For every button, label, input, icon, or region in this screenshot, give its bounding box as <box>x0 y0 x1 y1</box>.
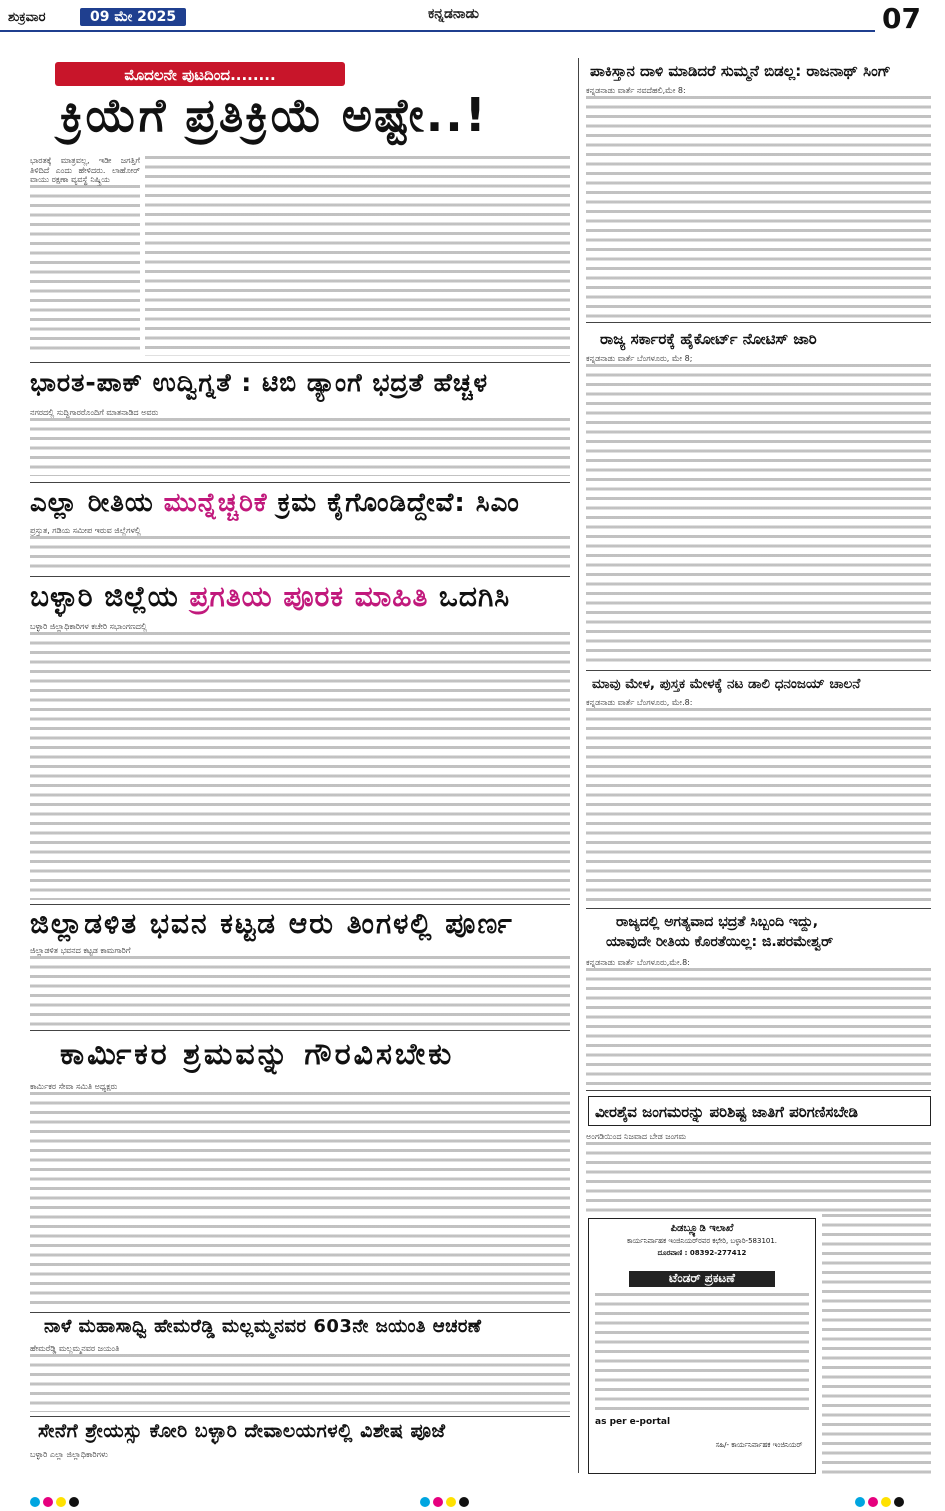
tender-label: ಟೆಂಡರ್ ಪ್ರಕಟಣೆ <box>629 1271 775 1287</box>
page-number: 07 <box>882 2 921 35</box>
dam-headline: ಭಾರತ-ಪಾಕ್ ಉದ್ವಿಗ್ನತೆ : ಟಿಬಿ ಡ್ಯಾಂಗೆ ಭದ್ರತೆ ಹೆಚ್ಚಳ <box>30 368 489 397</box>
header-rule <box>0 30 875 32</box>
section-rule <box>586 670 931 671</box>
ballari-headline: ಬಳ್ಳಾರಿ ಜಿಲ್ಲೆಯ ಪ್ರಗತಿಯ ಪೂರಕ ಮಾಹಿತಿ ಒದಗಿಸಿ <box>30 580 511 613</box>
jayanti-snippet: ಹೇಮರೆಡ್ಡಿ ಮಲ್ಲಮ್ಮನವರ ಜಯಂತಿ <box>30 1344 120 1353</box>
ad-office: ಕಾರ್ಯನಿರ್ವಾಹಕ ಇಂಜಿನಿಯರ್‌ರವರ ಕಛೇರಿ, ಬಳ್ಳಾರಿ-583101. <box>626 1237 778 1245</box>
section-rule <box>586 322 931 323</box>
lead-body-columns <box>145 156 570 356</box>
ad-phone: ದೂರವಾಣಿ : 08392-277412 <box>657 1249 747 1257</box>
mela-headline: ಮಾವು ಮೇಳ, ಪುಸ್ತಕ ಮೇಳಕ್ಕೆ ನಟ ಡಾಲಿ ಧನಂಜಯ್ ಚಾಲನೆ <box>592 676 861 692</box>
cm-headline: ಎಲ್ಲಾ ರೀತಿಯ ಮುನ್ನೆಚ್ಚರಿಕೆ ಕ್ರಮ ಕೈಗೊಂಡಿದ್ದೇವೆ: ಸಿಎಂ <box>30 488 520 518</box>
ballari-body <box>30 622 570 900</box>
paper-name: ಕನ್ನಡನಾಡು <box>428 6 479 22</box>
pooja-body <box>30 1450 570 1472</box>
notice-snippet: ಕನ್ನಡನಾಡು ವಾರ್ತೆ ಬೆಂಗಳೂರು, ಮೇ 8; <box>586 354 693 363</box>
dam-body <box>30 408 570 476</box>
jayanti-headline: ನಾಳೆ ಮಹಾಸಾಧ್ವಿ ಹೇಮರೆಡ್ಡಿ ಮಲ್ಲಮ್ಮನವರ 603ನೇ ಜಯಂತಿ ಆಚರಣೆ <box>44 1316 482 1337</box>
parameshwar-body <box>586 958 931 1086</box>
registration-marks <box>420 1492 472 1511</box>
section-rule <box>30 1416 570 1417</box>
bhavana-snippet: ಜಿಲ್ಲಾಡಳಿತ ಭವನದ ಕಟ್ಟಡ ಕಾಮಗಾರಿಗೆ <box>30 946 131 955</box>
cm-snippet: ಪ್ರಸ್ತುತ, ಗಡಿಯ ಸಮೀಪ ಇರುವ ಜಿಲ್ಲೆಗಳಲ್ಲಿ <box>30 526 141 535</box>
karmika-snippet: ಕಾರ್ಮಿಕರ ಸೇವಾ ಸಮಿತಿ ಅಧ್ಯಕ್ಷರು <box>30 1082 118 1091</box>
mela-body <box>586 698 931 904</box>
pooja-snippet: ಬಳ್ಳಾರಿ ಎಲ್ಲಾ ಜಿಲ್ಲಾಧಿಕಾರಿಗಳು <box>30 1450 108 1459</box>
parameshwar-snippet: ಕನ್ನಡನಾಡು ವಾರ್ತೆ ಬೆಂಗಳೂರು,ಮೇ.8: <box>586 958 690 967</box>
section-rule <box>30 576 570 577</box>
bhavana-headline: ಜಿಲ್ಲಾಡಳಿತ ಭವನ ಕಟ್ಟಡ ಆರು ತಿಂಗಳಲ್ಲಿ ಪೂರ್ಣ <box>30 907 514 940</box>
cm-body <box>30 526 570 572</box>
ad-signature: ಸಹಿ/- ಕಾರ್ಯನಿರ್ವಾಹಕ ಇಂಜಿನಿಯರ್ <box>715 1441 803 1449</box>
mela-snippet: ಕನ್ನಡನಾಡು ವಾರ್ತೆ ಬೆಂಗಳೂರು, ಮೇ.8: <box>586 698 693 707</box>
veerashaiva-body-cont <box>822 1214 931 1474</box>
lead-headline: ಕ್ರಿಯೆಗೆ ಪ್ರತಿಕ್ರಿಯೆ ಅಷ್ಟೇ..! <box>60 88 488 142</box>
notice-headline: ರಾಜ್ಯ ಸರ್ಕಾರಕ್ಕೆ ಹೈಕೋರ್ಟ್ ನೋಟಿಸ್ ಜಾರಿ <box>600 330 817 348</box>
pooja-headline: ಸೇನೆಗೆ ಶ್ರೇಯಸ್ಸು ಕೋರಿ ಬಳ್ಳಾರಿ ದೇವಾಲಯಗಳಲ್ಲಿ ವಿಶೇಷ ಪೂಜೆ <box>38 1420 446 1442</box>
karmika-headline: ಕಾರ್ಮಿಕರ ಶ್ರಮವನ್ನು ಗೌರವಿಸಬೇಕು <box>60 1037 455 1072</box>
rajnath-snippet: ಕನ್ನಡನಾಡು ವಾರ್ತೆ ನವದೆಹಲಿ,ಮೇ 8: <box>586 86 686 95</box>
ad-portal: as per e-portal <box>595 1417 671 1427</box>
tender-notice <box>588 1218 816 1474</box>
lead-body <box>30 156 140 356</box>
section-rule <box>30 904 570 905</box>
karmika-body <box>30 1082 570 1308</box>
masthead <box>0 0 945 58</box>
lead-snippet: ಭಾರತಕ್ಕೆ ಮಾತ್ರವಲ್ಲ, ಇಡೀ ಜಗತ್ತಿಗೆ ತಿಳಿದಿದೆ ಎಂದು ಹೇಳಿದರು. ಲಾಹೋರ್ ವಾಯು ರಕ್ಷಣಾ ವ್ಯವಸ್ಥೆ ನಿಷ್ಕ್ರಿಯ <box>30 156 140 184</box>
registration-marks <box>30 1492 82 1511</box>
bhavana-body <box>30 946 570 1026</box>
rajnath-body <box>586 86 931 318</box>
column-divider <box>578 58 579 1473</box>
section-rule <box>586 1090 931 1091</box>
veerashaiva-snippet: ಅಂಗಡಿಯಿಂದ ನಿಜವಾದ ಬೇಡ ಜಂಗಮ <box>586 1132 687 1141</box>
ad-body <box>595 1293 809 1413</box>
jayanti-body <box>30 1344 570 1412</box>
notice-body <box>586 354 931 666</box>
kicker-banner: ಮೊದಲನೇ ಪುಟದಿಂದ........ <box>55 62 345 86</box>
section-rule <box>30 482 570 483</box>
dam-snippet: ನಗರದಲ್ಲಿ ಸುದ್ದಿಗಾರರೊಂದಿಗೆ ಮಾತನಾಡಿದ ಅವರು <box>30 408 159 417</box>
parameshwar-headline-line2: ಯಾವುದೇ ರೀತಿಯ ಕೊರತೆಯಿಲ್ಲ: ಜಿ.ಪರಮೇಶ್ವರ್ <box>606 934 834 950</box>
ballari-snippet: ಬಳ್ಳಾರಿ ಜಿಲ್ಲಾಧಿಕಾರಿಗಳ ಕಚೇರಿ ಸಭಾಂಗಣದಲ್ಲಿ <box>30 622 147 631</box>
section-rule <box>586 908 931 909</box>
issue-date: 09 ಮೇ 2025 <box>80 8 186 26</box>
issue-day: ಶುಕ್ರವಾರ <box>8 10 46 25</box>
section-rule <box>30 1312 570 1313</box>
ad-title: ಪಿಡಬ್ಲ್ಯೂಡಿ ಇಲಾಖೆ <box>670 1223 734 1234</box>
rajnath-headline: ಪಾಕಿಸ್ತಾನ ದಾಳಿ ಮಾಡಿದರೆ ಸುಮ್ಮನೆ ಬಿಡಲ್ಲ: ರಾಜನಾಥ್ ಸಿಂಗ್ <box>590 62 891 80</box>
section-rule <box>30 1030 570 1031</box>
parameshwar-headline-line1: ರಾಜ್ಯದಲ್ಲಿ ಅಗತ್ಯವಾದ ಭದ್ರತೆ ಸಿಬ್ಬಂದಿ ಇದ್ದು, <box>616 914 819 930</box>
veerashaiva-body <box>586 1132 931 1214</box>
registration-marks <box>855 1492 907 1511</box>
veerashaiva-headline: ವೀರಶೈವ ಜಂಗಮರನ್ನು ಪರಿಶಿಷ್ಟ ಜಾತಿಗೆ ಪರಿಗಣಿಸಬೇಡಿ <box>588 1096 931 1126</box>
section-rule <box>30 362 570 363</box>
